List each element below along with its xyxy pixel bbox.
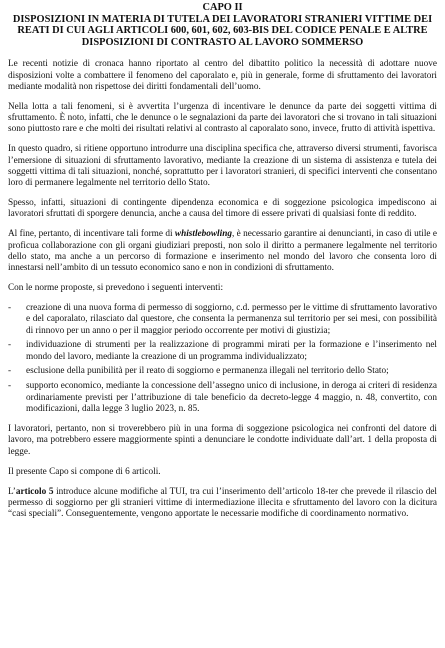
paragraph-8: Il presente Capo si compone di 6 articoli.: [8, 466, 161, 477]
list-item-text: individuazione di strumenti per la realizzazione di programmi mirati per la formazione e l’inserimento nel mondo del lavoro, mediante la creazione di un programma individualizzato;: [26, 340, 437, 362]
paragraph-4: Spesso, infatti, situazioni di contingente dipendenza economica e di soggezione psicologica impediscono ai lavoratori sfruttati di sporgere denuncia, anche a causa del timore di essere privati di qualsiasi fonte di reddito.: [8, 198, 437, 220]
paragraph-9-text-before: L’: [8, 486, 16, 497]
paragraph-9: [8, 487, 437, 521]
list-item: [8, 366, 437, 377]
list-dash: -: [8, 340, 12, 351]
document-header: [8, 2, 437, 48]
chapter-title: DISPOSIZIONI IN MATERIA DI TUTELA DEI LAVORATORI STRANIERI VITTIME DEI REATI DI CUI AGLI ARTICOLI 600, 601, 602, 603-BIS DEL CODICE PENALE E ALTRE DISPOSIZIONI DI CONTRASTO AL LAVORO SOMMERSO: [12, 13, 433, 48]
paragraph-9-text-after: introduce alcune modifiche al TUI, tra cui l’inserimento dell’articolo 18-ter che prevede il rilascio del permesso di soggiorno per gli stranieri vittime di intermediazione illecita e sfruttamento del lavoro con la dicitura “casi speciali”. Conseguentemente, vengono apportate le necessarie modifiche di coordinamento normativo.: [8, 486, 437, 520]
chapter-label: CAPO II: [202, 2, 243, 13]
list-dash: -: [8, 302, 12, 313]
paragraph-5-text-before: Al fine, pertanto, di incentivare tali forme di: [8, 229, 175, 240]
list-item-text: creazione di una nuova forma di permesso di soggiorno, c.d. permesso per le vittime di sfruttamento lavorativo e del caporalato, rilasciato dal questore, che consenta la permanenza sul territorio per sei mesi, con possibilità di rinnovo per un anno o per il maggior periodo occorrente per motivi di giustizia;: [26, 302, 437, 336]
paragraph-5-text-after: , è necessario garantire ai denuncianti, in caso di utile e proficua collaborazione con gli organi giudiziari preposti, non solo il diritto a permanere legalmente nel territorio dello stato, ma anche a un percorso di formazione e inserimento nel mondo del lavoro che consenta loro di innestarsi nell’ambito di un tessuto economico sano e non in condizioni di sfruttamento.: [8, 229, 437, 274]
paragraph-7: I lavoratori, pertanto, non si troverebbero più in una forma di soggezione psicologica nei confronti del datore di lavoro, ma potrebbero essere maggiormente spinti a denunciare le condotte individuate dall’art. 1 della proposta di legge.: [8, 424, 437, 457]
paragraph-2: Nella lotta a tali fenomeni, si è avvertita l’urgenza di incentivare le denunce da parte dei soggetti vittima di sfruttamento. È noto, infatti, che le denunce o le segnalazioni da parte dei lavoratori che si trovano in tali situazioni sono piuttosto rare e che molti dei risultati relativi al contrasto al caporalato sono, invece, frutto di attività ispettiva.: [8, 101, 437, 135]
interventions-list: [8, 303, 437, 415]
list-item: [8, 381, 437, 415]
paragraph-6: Con le norme proposte, si prevedono i seguenti interventi:: [8, 283, 224, 294]
whistleblowing-term: whistlebowling: [174, 229, 232, 240]
list-item-text: esclusione della punibilità per il reato di soggiorno e permanenza illegali nel territorio dello Stato;: [26, 366, 389, 377]
article-5-reference: articolo 5: [15, 486, 54, 497]
paragraph-5: [8, 229, 437, 274]
list-dash: -: [8, 366, 12, 377]
list-item: [8, 340, 437, 363]
paragraph-1: Le recenti notizie di cronaca hanno riportato al centro del dibattito politico la necessità di adottare nuove disposizioni volte a combattere il fenomeno del caporalato e, più in generale, forme di sfruttamento dei lavoratori mediante modalità non rispettose dei diritti fondamentali dell’uomo.: [8, 59, 437, 92]
list-item: [8, 303, 437, 337]
list-item-text: supporto economico, mediante la concessione dell’assegno unico di inclusione, in deroga ai criteri di residenza ordinariamente previsti per l’attribuzione di tale beneficio da decreto-legge 4 maggio, n. 48, convertito, con modificazioni, dalla legge 3 luglio 2023, n. 85.: [26, 381, 437, 414]
list-dash: -: [8, 381, 12, 392]
paragraph-3: In questo quadro, si ritiene opportuno introdurre una disciplina specifica che, attraverso diversi strumenti, favorisca l’emersione di situazioni di sfruttamento lavorativo, mediante la creazione di un sistema di assistenza e tutela dei soggetti vittima di tali situazioni, nonché, soprattutto per i lavoratori stranieri, di specifici interventi che consentano loro di permanere legalmente nel territorio dello Stato.: [8, 144, 437, 189]
